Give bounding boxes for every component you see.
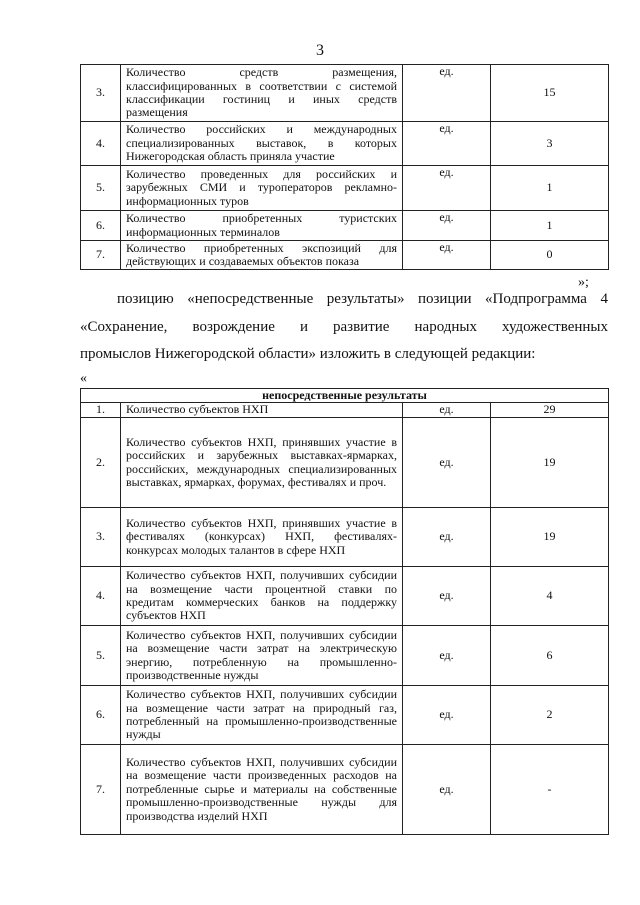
indicator-name: Количество приобретенных туристских информационных терминалов [121, 211, 403, 241]
value-cell: 1 [491, 211, 609, 241]
row-number: 7. [81, 241, 121, 270]
indicator-name: Количество приобретенных экспозиций для действующих и создаваемых объектов показа [121, 241, 403, 270]
unit-cell: ед. [403, 686, 491, 745]
indicator-name: Количество субъектов НХП, получивших субсидии на возмещение части произведенных расходов на потребленные сырье и материалы на собственные промышленно-производственные нужды для производства изделий НХП [121, 745, 403, 835]
table-row [81, 686, 609, 745]
value-cell: 4 [491, 567, 609, 626]
row-number: 5. [81, 626, 121, 686]
direct-results-table [80, 388, 609, 835]
row-number: 3. [81, 65, 121, 122]
value-cell: 29 [491, 403, 609, 418]
page-number: 3 [316, 42, 324, 59]
table-row [81, 403, 609, 418]
row-number: 7. [81, 745, 121, 835]
table-row [81, 211, 609, 241]
indicator-name: Количество субъектов НХП, принявших участие в российских и зарубежных выставках-ярмарках, российских, международных специализированных выставках, ярмарках, форумах, фестивалях и проч. [121, 418, 403, 508]
unit-cell: ед. [403, 745, 491, 835]
unit-cell: ед. [403, 241, 491, 270]
paragraph-line-1: позицию «непосредственные результаты» позиции «Подпрограмма 4 [117, 291, 608, 307]
indicator-name: Количество российских и международных специализированных выставок, в которых Нижегородская область приняла участие [121, 122, 403, 166]
indicator-name: Количество средств размещения, классифицированных в соответствии с системой классификации гостиниц и иных средств размещения [121, 65, 403, 122]
value-cell: 6 [491, 626, 609, 686]
paragraph-line-3: промыслов Нижегородской области» изложить в следующей редакции: [80, 346, 536, 362]
table-row [81, 418, 609, 508]
unit-cell: ед. [403, 166, 491, 211]
row-number: 1. [81, 403, 121, 418]
value-cell: 19 [491, 418, 609, 508]
unit-cell: ед. [403, 65, 491, 122]
indicator-name: Количество проведенных для российских и зарубежных СМИ и туроператоров рекламно-информационных туров [121, 166, 403, 211]
unit-cell: ед. [403, 211, 491, 241]
table-row [81, 626, 609, 686]
indicator-name: Количество субъектов НХП, получивших субсидии на возмещение части затрат на электрическую энергию, потребленную на промышленно-производственные нужды [121, 626, 403, 686]
indicator-name: Количество субъектов НХП, получивших субсидии на возмещение части процентной ставки по кредитам коммерческих банков на поддержку субъектов НХП [121, 567, 403, 626]
table-row [81, 166, 609, 211]
value-cell: - [491, 745, 609, 835]
paragraph-line-2: «Сохранение, возрождение и развитие народных художественных [80, 319, 608, 335]
indicator-name: Количество субъектов НХП, принявших участие в фестивалях (конкурсах) НХП, фестивалях-конкурсах молодых талантов в сфере НХП [121, 508, 403, 567]
opening-quote: « [80, 371, 87, 386]
value-cell: 3 [491, 122, 609, 166]
unit-cell: ед. [403, 418, 491, 508]
closing-quote: »; [578, 275, 589, 290]
unit-cell: ед. [403, 508, 491, 567]
row-number: 4. [81, 122, 121, 166]
unit-cell: ед. [403, 122, 491, 166]
table-row [81, 567, 609, 626]
row-number: 3. [81, 508, 121, 567]
table-row [81, 745, 609, 835]
unit-cell: ед. [403, 567, 491, 626]
row-number: 2. [81, 418, 121, 508]
table-row [81, 508, 609, 567]
value-cell: 2 [491, 686, 609, 745]
table-row [81, 65, 609, 122]
value-cell: 1 [491, 166, 609, 211]
table-row [81, 122, 609, 166]
row-number: 5. [81, 166, 121, 211]
indicator-name: Количество субъектов НХП, получивших субсидии на возмещение части затрат на природный газ, потребленный на промышленно-производственные нужды [121, 686, 403, 745]
table-header-row [81, 389, 609, 403]
indicator-name: Количество субъектов НХП [121, 403, 403, 418]
value-cell: 0 [491, 241, 609, 270]
row-number: 6. [81, 211, 121, 241]
value-cell: 15 [491, 65, 609, 122]
table-header: непосредственные результаты [81, 389, 609, 403]
row-number: 6. [81, 686, 121, 745]
indicators-table-continued [80, 64, 609, 270]
row-number: 4. [81, 567, 121, 626]
unit-cell: ед. [403, 626, 491, 686]
table-row [81, 241, 609, 270]
unit-cell: ед. [403, 403, 491, 418]
value-cell: 19 [491, 508, 609, 567]
